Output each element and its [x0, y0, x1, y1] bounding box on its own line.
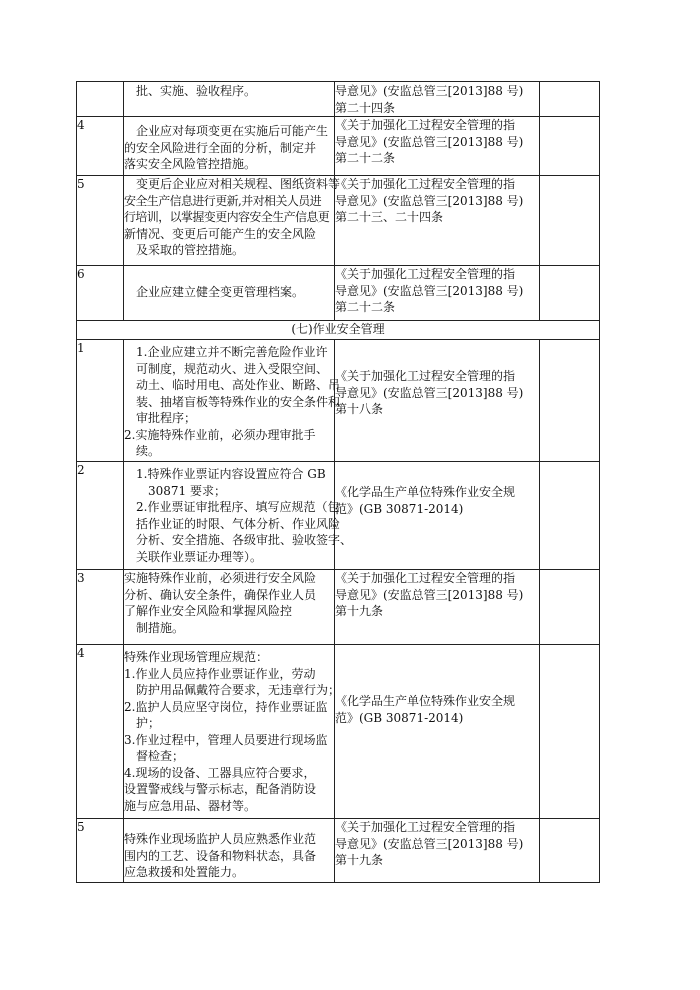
basis-line: 《化学品生产单位特殊作业安全规	[335, 485, 516, 499]
basis-cell	[335, 340, 540, 462]
blank-cell	[540, 117, 600, 176]
requirement-line: 审批程序；	[136, 411, 197, 425]
requirement-cell	[124, 117, 335, 176]
basis-line: 导意见》(安监总管三[2013]88 号)	[335, 134, 524, 149]
requirement-line: 安全生产信息进行更新,并对相关人员进	[124, 193, 322, 208]
requirement-line: 落实安全风险管控措施。	[124, 157, 257, 171]
requirement-line: 分析、确认安全条件，确保作业人员	[124, 587, 317, 602]
table-row	[77, 266, 600, 321]
requirement-cell	[124, 462, 353, 570]
requirement-line: 应急救援和处置能力。	[124, 865, 245, 879]
blank-cell	[540, 176, 600, 266]
basis-line: 《关于加强化工过程安全管理的指	[335, 177, 516, 191]
basis-line: 导意见》(安监总管三[2013]88 号)	[335, 587, 524, 602]
basis-line: 《关于加强化工过程安全管理的指	[335, 118, 516, 132]
item-number-cell: 6	[77, 266, 124, 321]
table-row	[77, 340, 600, 462]
table-row	[77, 117, 600, 176]
requirement-line: 关联作业票证办理等）。	[136, 549, 263, 564]
item-number-cell: 4	[77, 117, 124, 176]
basis-cell	[335, 176, 540, 266]
section-title: (七)作业安全管理	[77, 321, 600, 340]
requirement-line: 续。	[136, 444, 161, 458]
requirement-line: 企业应对每项变更在实施后可能产生	[136, 124, 329, 138]
basis-line: 范》(GB 30871-2014)	[335, 501, 464, 516]
requirement-line: 行培训，以掌握变更内容安全生产信息更	[124, 210, 330, 224]
basis-line: 导意见》(安监总管三[2013]88 号)	[335, 836, 524, 851]
basis-cell	[335, 462, 540, 570]
basis-line: 导意见》(安监总管三[2013]88 号)	[335, 385, 524, 400]
basis-line: 《关于加强化工过程安全管理的指	[335, 267, 516, 281]
basis-line: 《关于加强化工过程安全管理的指	[335, 820, 516, 834]
requirement-line: 督检查；	[136, 749, 185, 763]
requirement-cell	[124, 645, 341, 819]
item-number-cell: 4	[77, 645, 124, 819]
blank-cell	[540, 462, 600, 570]
requirement-line: 的安全风险进行全面的分析，制定并	[124, 140, 317, 155]
basis-line: 《化学品生产单位特殊作业安全规	[335, 694, 516, 708]
requirement-line: 装、抽堵盲板等特殊作业的安全条件和	[136, 394, 341, 409]
requirement-line: 可制度，规范动火、进入受限空间、	[136, 361, 329, 376]
item-number-cell: 1	[77, 340, 124, 462]
blank-cell	[540, 340, 600, 462]
basis-cell	[335, 819, 540, 883]
basis-cell	[335, 117, 540, 176]
blank-cell	[540, 82, 600, 117]
basis-line: 第二十二条	[335, 300, 396, 314]
basis-line: 导意见》(安监总管三[2013]88 号)	[335, 193, 524, 208]
basis-line: 导意见》(安监总管三[2013]88 号)	[335, 84, 524, 98]
requirement-line: 1.特殊作业票证内容设置应符合 GB	[136, 467, 326, 481]
requirement-line: 设置警戒线与警示标志，配备消防设	[124, 782, 317, 796]
requirement-line: 了解作业安全风险和掌握风险控	[124, 604, 293, 618]
item-number-cell: 5	[77, 176, 124, 266]
table-row	[77, 645, 600, 819]
basis-line: 第十八条	[335, 402, 384, 416]
item-number-cell: 5	[77, 819, 124, 883]
table-row	[77, 176, 600, 266]
basis-line: 范》(GB 30871-2014)	[335, 710, 464, 725]
blank-cell	[540, 266, 600, 321]
basis-cell	[335, 570, 540, 645]
requirement-line: 2.作业票证审批程序、填写应规范（包	[136, 500, 340, 514]
blank-cell	[540, 570, 600, 645]
requirement-line: 特殊作业现场管理应规范：	[124, 650, 269, 664]
blank-cell	[540, 819, 600, 883]
requirement-line: 新情况、变更后可能产生的安全风险	[124, 226, 317, 241]
item-number-cell: 2	[77, 462, 124, 570]
requirement-line: 及采取的管控措施。	[136, 243, 245, 257]
basis-line: 第十九条	[335, 853, 384, 867]
requirement-line: 制措施。	[136, 620, 185, 635]
basis-cell	[335, 645, 540, 819]
requirement-line: 企业应建立健全变更管理档案。	[136, 285, 305, 299]
requirement-line: 围内的工艺、设备和物料状态，具备	[124, 848, 317, 863]
requirement-line: 4.现场的设备、工器具应符合要求，	[124, 765, 316, 780]
requirement-line: 3.作业过程中，管理人员要进行现场监	[124, 732, 328, 747]
basis-line: 《关于加强化工过程安全管理的指	[335, 571, 516, 585]
requirement-line: 分析、安全措施、各级审批、验收签字、	[136, 533, 353, 547]
requirement-line: 2.监护人员应坚守岗位，持作业票证监	[124, 699, 328, 714]
requirement-line: 1.企业应建立并不断完善危险作业许	[136, 345, 328, 359]
table-row	[77, 462, 600, 570]
basis-line: 第二十二条	[335, 151, 396, 165]
item-number-cell	[77, 82, 124, 117]
requirement-line: 30871 要求；	[148, 483, 226, 498]
basis-cell	[335, 266, 540, 321]
section-header-row	[77, 321, 600, 340]
requirement-cell	[124, 82, 335, 117]
table-row	[77, 570, 600, 645]
requirement-line: 括作业证的时限、气体分析、作业风险	[136, 516, 341, 531]
requirements-table	[76, 81, 600, 883]
basis-line: 第二十四条	[335, 100, 396, 115]
requirement-cell	[124, 340, 341, 462]
requirement-line: 实施特殊作业前，必须进行安全风险	[124, 571, 317, 585]
basis-line: 《关于加强化工过程安全管理的指	[335, 369, 516, 383]
requirement-cell	[124, 266, 335, 321]
requirement-line: 施与应急用品、器材等。	[124, 798, 257, 813]
basis-line: 第二十三、二十四条	[335, 210, 444, 224]
requirement-line: 动土、临时用电、高处作业、断路、吊	[136, 378, 341, 392]
table-row	[77, 82, 600, 117]
requirement-line: 特殊作业现场监护人员应熟悉作业范	[124, 832, 317, 846]
requirement-line: 变更后企业应对相关规程、图纸资料等	[136, 177, 341, 191]
requirement-cell	[124, 819, 335, 883]
requirement-cell	[124, 176, 341, 266]
requirement-cell	[124, 570, 335, 645]
item-number-cell: 3	[77, 570, 124, 645]
basis-line: 导意见》(安监总管三[2013]88 号)	[335, 283, 524, 298]
requirement-line: 批、实施、验收程序。	[136, 84, 257, 98]
basis-line: 第十九条	[335, 604, 384, 618]
requirement-line: 防护用品佩戴符合要求，无违章行为；	[136, 683, 341, 697]
blank-cell	[540, 645, 600, 819]
table-row	[77, 819, 600, 883]
requirement-line: 1.作业人员应持作业票证作业，劳动	[124, 666, 316, 681]
requirement-line: 护；	[136, 716, 161, 730]
basis-cell	[335, 82, 540, 117]
requirement-line: 2.实施特殊作业前，必须办理审批手	[124, 427, 316, 442]
